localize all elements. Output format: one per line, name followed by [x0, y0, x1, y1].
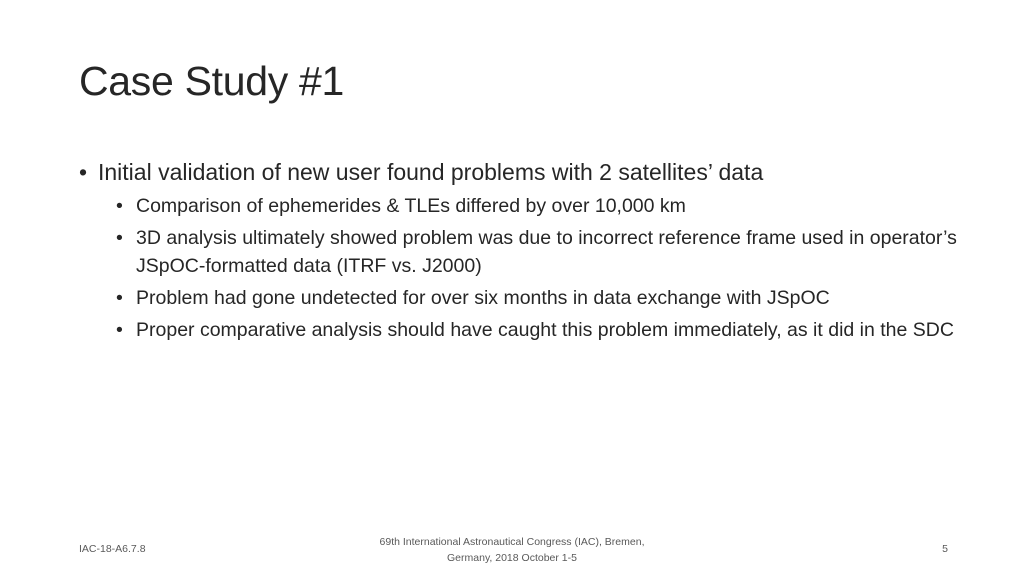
sub-bullet-list: [79, 192, 959, 344]
slide-content: [79, 156, 959, 348]
sub-bullet-item: [79, 316, 959, 344]
bullet-icon: •: [116, 195, 123, 217]
sub-bullet-item: [79, 284, 959, 312]
sub-bullet-text: Problem had gone undetected for over six months in data exchange with JSpOC: [136, 287, 830, 309]
slide-title: Case Study #1: [79, 58, 345, 104]
sub-bullet-text: 3D analysis ultimately showed problem was due to incorrect reference frame used in operator’s JSpOC-formatted data (ITRF vs. J2000): [136, 227, 957, 277]
sub-bullet-text: Proper comparative analysis should have caught this problem immediately, as it did in the SDC: [136, 319, 954, 341]
bullet-level1: [79, 156, 959, 188]
sub-bullet-item: [79, 192, 959, 220]
bullet-icon: •: [116, 287, 123, 309]
footer-conference-line2: Germany, 2018 October 1-5: [447, 552, 577, 564]
footer-paper-id: IAC-18-A6.7.8: [79, 543, 146, 555]
sub-bullet-text: Comparison of ephemerides & TLEs differed by over 10,000 km: [136, 195, 686, 217]
bullet-icon: •: [116, 319, 123, 341]
bullet-icon: •: [116, 227, 123, 249]
bullet-icon: •: [79, 159, 88, 185]
page-number: 5: [942, 543, 948, 555]
sub-bullet-item: [79, 224, 959, 280]
footer-conference: [352, 534, 672, 566]
footer-conference-line1: 69th International Astronautical Congress (IAC), Bremen,: [379, 536, 645, 548]
bullet-text: Initial validation of new user found problems with 2 satellites’ data: [98, 159, 764, 185]
